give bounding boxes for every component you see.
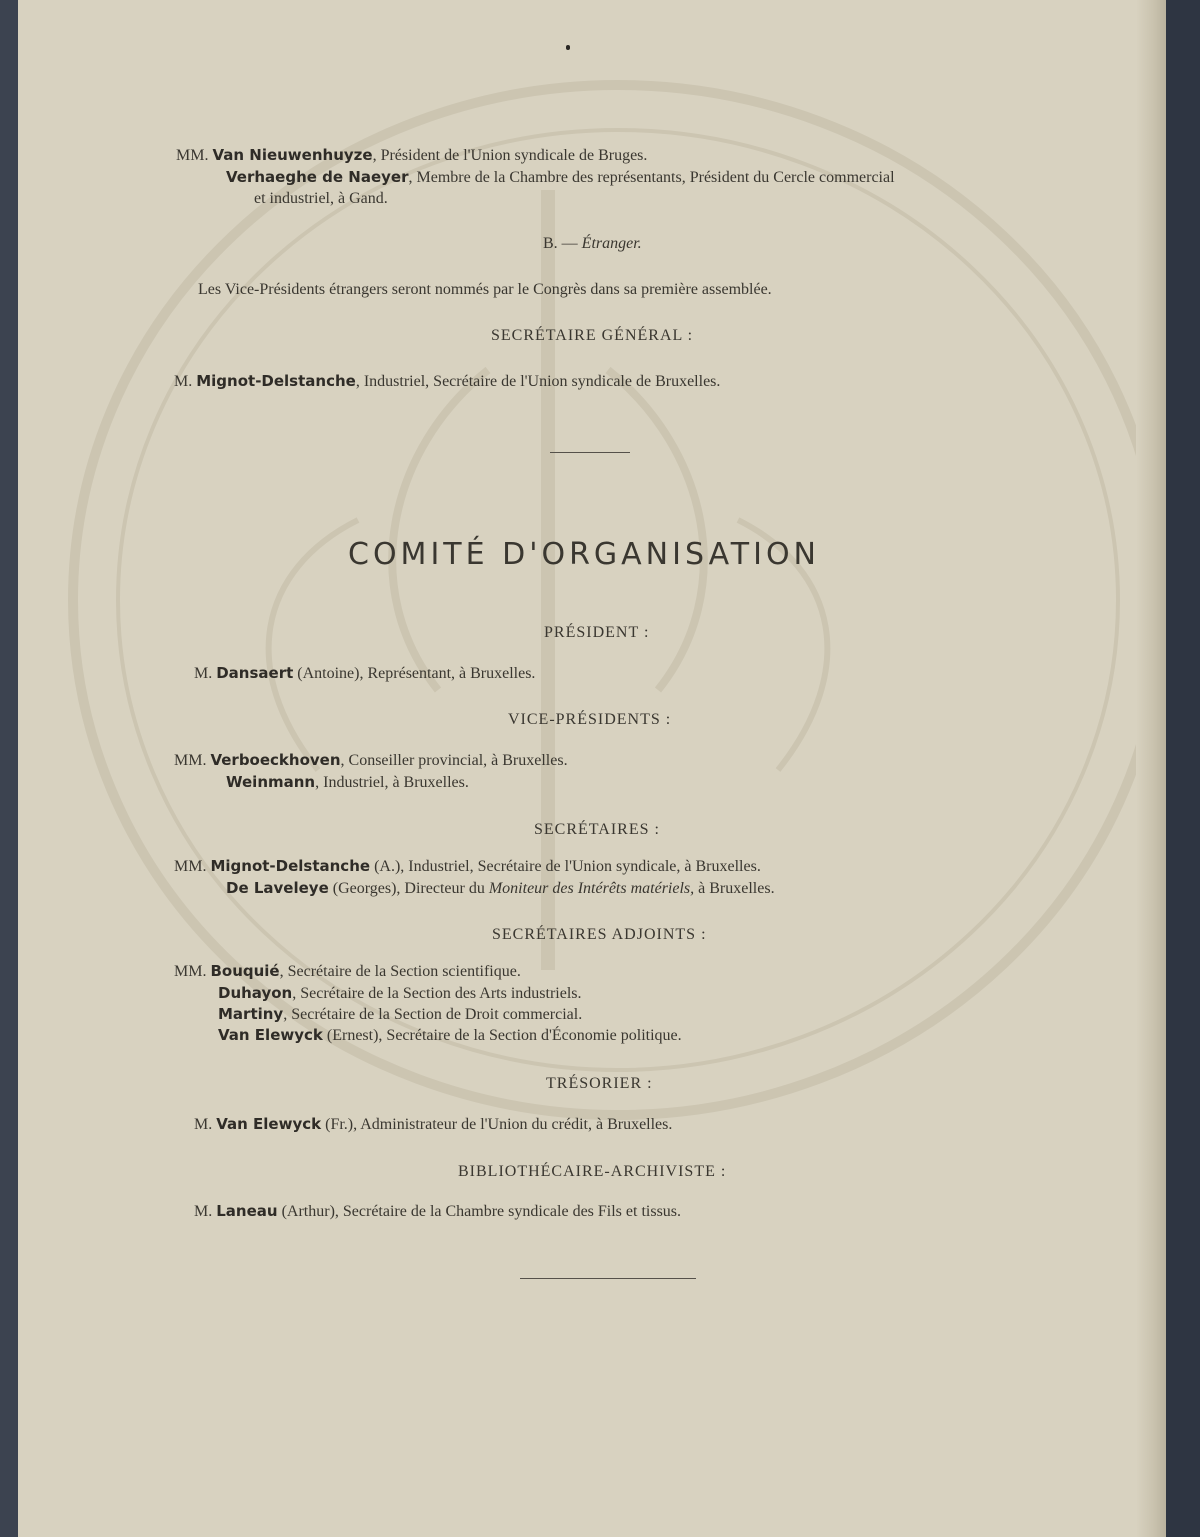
member-name: Martiny [218,1005,284,1023]
member-description: , Industriel, Secrétaire de l'Union syndicale de Bruxelles. [355,373,721,390]
secretary-general-heading: SECRÉTAIRE GÉNÉRAL : [491,327,694,344]
member-description: , Industriel, à Bruxelles. [315,774,469,791]
member-description: (Georges), Directeur du [328,880,489,897]
vice-president-line-2 [226,773,469,792]
vp-line-1 [176,146,647,165]
member-name: Van Elewyck [216,1115,322,1133]
member-name: De Laveleye [226,879,329,897]
member-description: , Président de l'Union syndicale de Bruges. [372,147,648,164]
member-name: Van Nieuwenhuyze [212,146,373,164]
member-description: , Conseiller provincial, à Bruxelles. [340,752,568,769]
member-name: Mignot-Delstanche [196,372,356,390]
president-heading: PRÉSIDENT : [544,624,650,641]
foreign-note: Les Vice-Présidents étrangers seront nommés par le Congrès dans sa première assemblée. [198,281,772,298]
secretary-line-1 [174,857,761,876]
member-description: , Membre de la Chambre des représentants, Président du Cercle commercial [408,169,895,186]
secretary-line-2 [226,879,775,898]
adjoint-line-3 [218,1005,582,1024]
adjoint-line-1 [174,962,521,981]
member-description: (Antoine), Représentant, à Bruxelles. [293,665,536,682]
honorific: M. [194,665,213,682]
member-name: Weinmann [226,773,316,791]
vice-presidents-heading: VICE-PRÉSIDENTS : [508,711,672,728]
member-name: Mignot-Delstanche [210,857,371,875]
treasurer-line [194,1115,672,1134]
member-description: , Secrétaire de la Section des Arts industriels. [292,985,582,1002]
secretaries-heading: SECRÉTAIRES : [534,821,660,838]
vp-line-3 [254,190,388,208]
section-divider-rule [550,452,630,453]
member-description: (Ernest), Secrétaire de la Section d'Économie politique. [322,1027,682,1044]
member-description-continued: et industriel, à Gand. [254,190,388,207]
member-description: (Arthur), Secrétaire de la Chambre syndicale des Fils et tissus. [277,1203,682,1220]
member-name: Duhayon [218,984,293,1002]
member-name: Van Elewyck [218,1026,323,1044]
publication-title: Moniteur des Intérêts matériels, [488,880,695,897]
adjoint-line-4 [218,1026,682,1045]
secretary-general-line [174,372,720,391]
honorific: M. [194,1116,213,1133]
committee-title: COMITÉ D'ORGANISATION [348,537,820,572]
subsection-label: B. — [543,235,582,252]
subsection-heading [543,235,642,253]
treasurer-heading: TRÉSORIER : [546,1075,653,1092]
adjoints-heading: SECRÉTAIRES ADJOINTS : [492,926,707,943]
honorific: MM. [176,147,209,164]
member-name: Verboeckhoven [210,751,341,769]
honorific: MM. [174,963,207,980]
librarian-heading: BIBLIOTHÉCAIRE-ARCHIVISTE : [458,1163,727,1180]
ink-dot [566,45,570,50]
subsection-title: Étranger. [581,235,642,252]
document-page [18,0,1166,1537]
member-description: , Secrétaire de la Section de Droit commercial. [283,1006,583,1023]
honorific: MM. [174,858,207,875]
page-edge-shadow [1136,0,1166,1537]
member-description: (Fr.), Administrateur de l'Union du crédit, à Bruxelles. [321,1116,673,1133]
member-name: Verhaeghe de Naeyer [226,168,409,186]
vp-line-2 [226,168,895,187]
honorific: M. [194,1203,213,1220]
closing-rule [520,1278,696,1279]
librarian-line [194,1202,681,1221]
member-name: Laneau [216,1202,278,1220]
adjoint-line-2 [218,984,582,1003]
scan-background-strip [1166,0,1200,1537]
member-description: (A.), Industriel, Secrétaire de l'Union syndicale, à Bruxelles. [370,858,761,875]
member-name: Bouquié [210,962,280,980]
president-line [194,664,535,683]
member-description-end: à Bruxelles. [694,880,775,897]
member-description: , Secrétaire de la Section scientifique. [279,963,521,980]
honorific: MM. [174,752,207,769]
member-name: Dansaert [216,664,294,682]
honorific: M. [174,373,193,390]
vice-president-line-1 [174,751,568,770]
